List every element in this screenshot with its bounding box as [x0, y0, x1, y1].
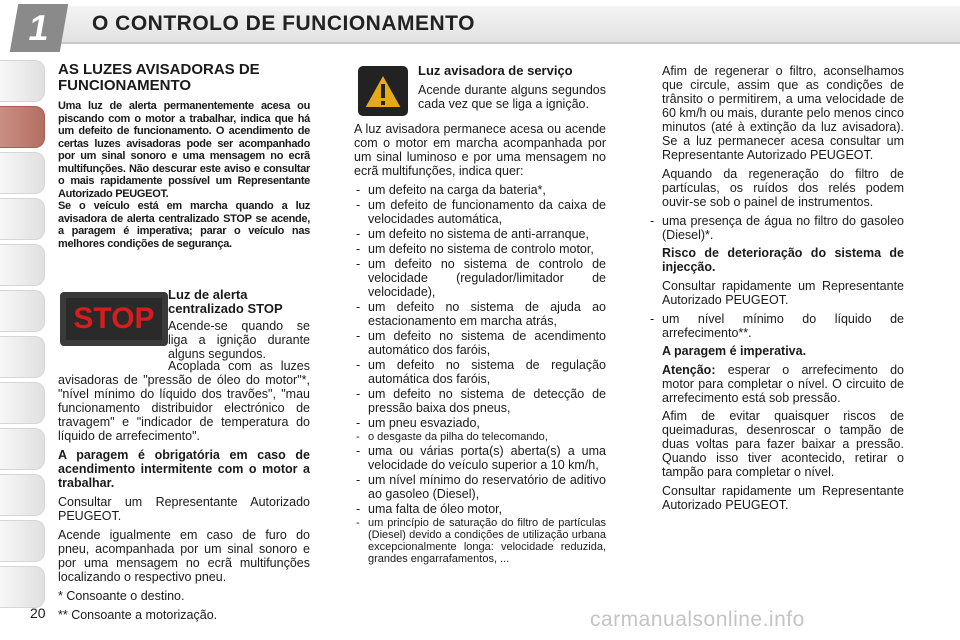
list-item: - um defeito no sistema de ajuda ao estacionamento em marcha atrás,	[354, 300, 606, 328]
chapter-tab[interactable]	[0, 474, 45, 516]
chapter-tab[interactable]	[0, 428, 45, 470]
stop-imperative-text: A paragem é imperativa.	[662, 344, 807, 358]
consult-text-2: Consultar rapidamente um Representante Autorizado PEUGEOT.	[662, 484, 904, 512]
watermark: carmanualsonline.info	[590, 608, 805, 631]
chapter-number: 1	[10, 4, 68, 52]
list-item: - um defeito na carga da bateria*,	[354, 183, 606, 197]
chapter-tab[interactable]	[0, 566, 45, 608]
column-3	[648, 64, 904, 517]
chapter-tab[interactable]	[0, 244, 45, 286]
stop-details	[58, 359, 310, 627]
extra-fault-list	[648, 214, 904, 512]
service-title: Luz avisadora de serviço	[418, 63, 573, 78]
stop-warning-icon	[60, 292, 168, 346]
footnote-2: ** Consoante a motorização.	[58, 608, 218, 622]
chapter-tab[interactable]	[0, 520, 45, 562]
column-1	[58, 62, 310, 255]
stop-text-4: Consultar um Representante Autorizado PEUGEOT.	[58, 495, 310, 523]
list-item: - um defeito de funcionamento da caixa de velocidades automática,	[354, 198, 606, 226]
stop-icon-label: STOP	[66, 298, 162, 340]
list-item: - um pneu esvaziado,	[354, 416, 606, 430]
list-item: - um princípio de saturação do filtro de partículas (Diesel) devido a condições de utilização urbana excepcionalmente longa: velocidade reduzida, grandes engarrafamentos, ...	[354, 517, 606, 565]
service-block	[418, 64, 606, 116]
chapter-tab[interactable]	[0, 382, 45, 424]
intro-text: Uma luz de alerta permanentemente acesa ou piscando com o motor a trabalhar, indica que há um defeito de funcionamento. O acendimento de certas luzes avisadoras pode ser acompanhado por um sinal sonoro e uma mensagem no ecrã multifunções. Não descurar este aviso e consultar o mais rapidamente possível um Representante Autorizado PEUGEOT.	[58, 100, 310, 200]
chapter-tabs	[0, 60, 46, 612]
attention-text	[662, 363, 904, 405]
burn-risk-text: Afim de evitar quaisquer riscos de queimaduras, desenroscar o tampão de duas voltas para fazer baixar a pressão. Quando isso tiver acontecido, retirar o tampão para completar o nível.	[662, 409, 904, 479]
section-title: AS LUZES AVISADORAS DE FUNCIONAMENTO	[58, 61, 260, 94]
attention-label: Atenção:	[662, 363, 716, 377]
stop-title: Luz de alerta centralizado STOP	[168, 287, 283, 316]
service-fault-list	[354, 183, 606, 565]
stop-text-5: Acende igualmente em caso de furo do pneu, acompanhada por um sinal sonoro e por uma mensagem no ecrã multifunções localizando o respectivo pneu.	[58, 528, 310, 584]
chapter-tab[interactable]	[0, 336, 45, 378]
list-item: - um nível mínimo do reservatório de aditivo ao gasoleo (Diesel),	[354, 473, 606, 501]
list-item: - o desgaste da pilha do telecomando,	[354, 431, 606, 443]
stop-block	[168, 288, 310, 366]
filter-regen-text: Afim de regenerar o filtro, aconselhamos que circule, assim que as condições de trânsito o permitirem, a uma velocidade de 60 km/h ou mais, durante pelo menos cinco minutos (até à extinção da luz avisadora). Se a luz permanecer acesa consultar um Representante Autorizado PEUGEOT.	[662, 64, 904, 162]
list-item: - uma falta de óleo motor,	[354, 502, 606, 516]
list-item: - um defeito no sistema de regulação automática dos faróis,	[354, 358, 606, 386]
service-warning-icon	[358, 66, 408, 116]
column-2	[354, 122, 606, 566]
chapter-tab[interactable]	[0, 152, 45, 194]
chapter-tab[interactable]	[0, 60, 45, 102]
list-item: - um defeito no sistema de acendimento automático dos faróis,	[354, 329, 606, 357]
list-item	[648, 312, 904, 512]
coolant-level-text: um nível mínimo do líquido de arrefecimento**.	[662, 312, 904, 340]
risk-text: Risco de deterioração do sistema de injecção.	[662, 246, 904, 274]
warning-triangle-icon	[358, 66, 408, 116]
chapter-title: O CONTROLO DE FUNCIONAMENTO	[92, 12, 475, 35]
page-number: 20	[30, 605, 46, 621]
stop-text-2: Acoplada com as luzes avisadoras de "pressão de óleo do motor"*, "nível mínimo do líquido dos travões", "mau funcionamento distribuidor electrónico de travagem" e "indicador de temperatura do líquido de arrefecimento".	[58, 359, 310, 443]
attention-body: esperar o arrefecimento do motor para completar o nível. O circuito de arrefecimento está sob pressão.	[662, 363, 904, 405]
stop-text-3: A paragem é obrigatória em caso de acendimento intermitente com o motor a trabalhar.	[58, 448, 310, 490]
list-item: - um defeito no sistema de detecção de pressão baixa dos pneus,	[354, 387, 606, 415]
intro-text-2: Se o veículo está em marcha quando a luz avisadora de alerta centralizado STOP se acende, a paragem é imperativa; parar o veículo nas melhores condições de segurança.	[58, 200, 310, 250]
water-in-filter-text: uma presença de água no filtro do gasoleo (Diesel)*.	[662, 214, 904, 242]
service-text-2: A luz avisadora permanece acesa ou acende com o motor em marcha acompanhada por um sinal luminoso e por uma mensagem no ecrã multifunções, indica quer:	[354, 122, 606, 178]
filter-noise-text: Aquando da regeneração do filtro de partículas, os ruídos dos relés podem ouvir-se sob o painel de instrumentos.	[662, 167, 904, 209]
header	[0, 0, 960, 50]
chapter-tab-active[interactable]	[0, 106, 45, 148]
service-text-1: Acende durante alguns segundos cada vez que se liga a ignição.	[418, 83, 606, 111]
consult-text: Consultar rapidamente um Representante Autorizado PEUGEOT.	[662, 279, 904, 307]
footnote-1: * Consoante o destino.	[58, 589, 185, 603]
stop-text-1: Acende-se quando se liga a ignição durante alguns segundos.	[168, 319, 310, 361]
list-item: - uma ou várias porta(s) aberta(s) a uma velocidade do veículo superior a 10 km/h,	[354, 444, 606, 472]
list-item: - um defeito no sistema de anti-arranque,	[354, 227, 606, 241]
list-item: - um defeito no sistema de controlo motor,	[354, 242, 606, 256]
chapter-tab[interactable]	[0, 290, 45, 332]
list-item: - um defeito no sistema de controlo de velocidade (regulador/limitador de velocidade),	[354, 257, 606, 299]
chapter-tab[interactable]	[0, 198, 45, 240]
list-item	[648, 214, 904, 307]
